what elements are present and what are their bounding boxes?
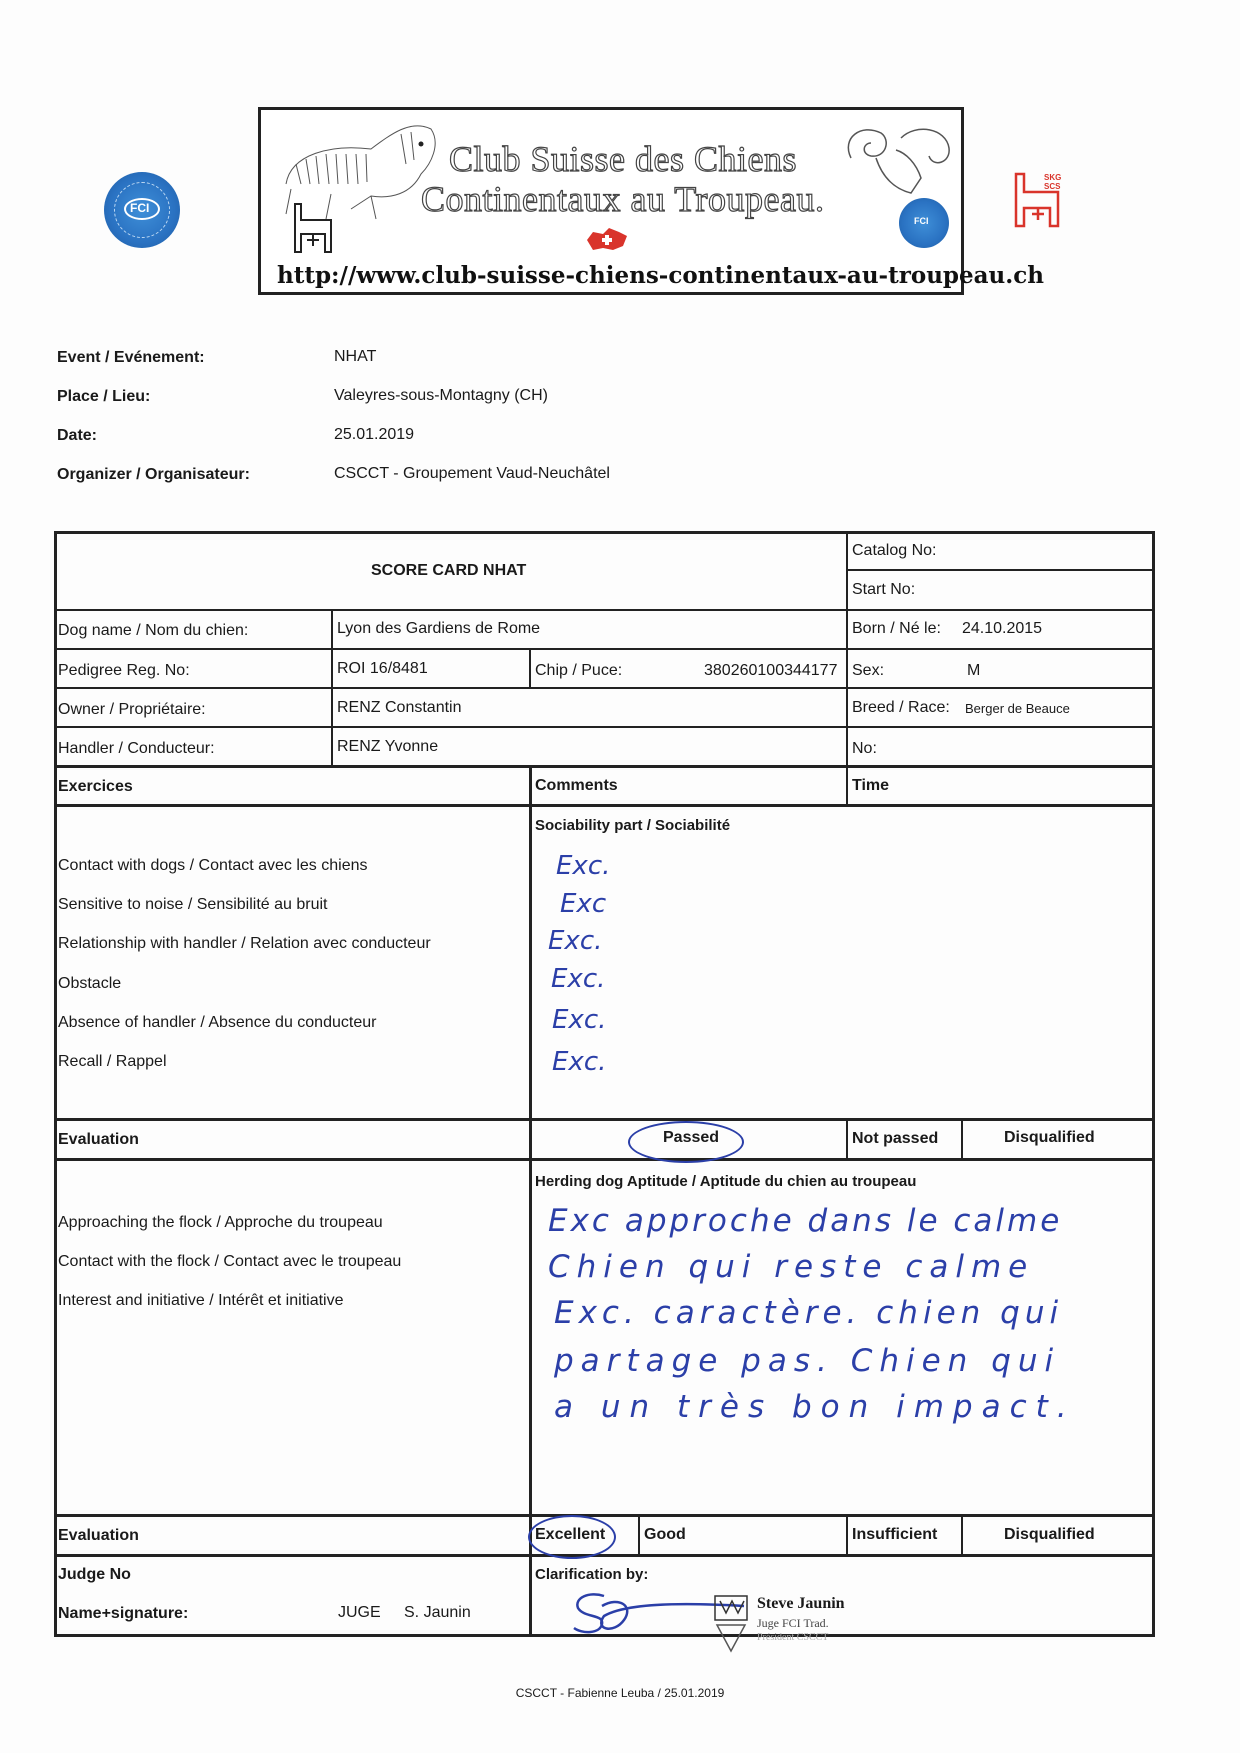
disqualified-option-1: Disqualified [1004, 1129, 1095, 1146]
insufficient-option: Insufficient [852, 1526, 938, 1543]
organizer-label: Organizer / Organisateur: [57, 466, 250, 483]
handwritten-herding-comment: partage pas. Chien qui [554, 1343, 1061, 1379]
handwritten-comment: Exc [560, 889, 607, 919]
exercices-header: Exercices [58, 778, 133, 795]
juge-value: JUGE [338, 1604, 381, 1621]
not-passed-option: Not passed [852, 1130, 939, 1147]
date-value: 25.01.2019 [334, 426, 415, 443]
sex-label: Sex: [852, 662, 885, 679]
score-card-title: SCORE CARD NHAT [371, 562, 527, 579]
herding-item: Interest and initiative / Intérêt et initiative [58, 1292, 344, 1309]
ram-illustration [821, 118, 961, 208]
sociability-item: Obstacle [58, 975, 122, 992]
stamp-title: Juge FCI Trad. [757, 1616, 829, 1630]
sociability-item: Contact with dogs / Contact avec les chiens [58, 857, 368, 874]
no-label: No: [852, 740, 877, 757]
fci-logo-text: FCI [130, 201, 150, 215]
handwritten-herding-comment: a un très bon impact. [554, 1389, 1076, 1425]
sociability-item: Relationship with handler / Relation avec conducteur [58, 935, 431, 952]
handwritten-comment: Exc. [551, 964, 606, 994]
handler-value: RENZ Yvonne [337, 738, 439, 755]
stamp-emblem [712, 1593, 750, 1653]
sociability-item: Absence of handler / Absence du conducteur [58, 1014, 377, 1031]
page-footer: CSCCT - Fabienne Leuba / 25.01.2019 [515, 1686, 725, 1700]
start-no-label: Start No: [852, 581, 916, 598]
date-label: Date: [57, 427, 98, 444]
svg-text:SKG: SKG [1044, 173, 1062, 182]
herding-item: Approaching the flock / Approche du troupeau [58, 1214, 383, 1231]
fci-logo-banner [899, 198, 949, 248]
catalog-no-label: Catalog No: [852, 542, 937, 559]
breed-value: Berger de Beauce [965, 701, 1070, 716]
sociability-title: Sociability part / Sociabilité [535, 817, 731, 834]
dog-name-value: Lyon des Gardiens de Rome [337, 620, 541, 637]
club-url: http://www.club-suisse-chiens-continentaux-au-troupeau.ch [277, 262, 1044, 289]
handwritten-herding-comment: Chien qui reste calme [548, 1249, 1035, 1285]
skg-logo-small [291, 202, 341, 254]
handwritten-comment: Exc. [552, 1005, 607, 1035]
evaluation-label-2: Evaluation [58, 1527, 139, 1544]
judge-no-label: Judge No [58, 1566, 131, 1583]
comments-header: Comments [535, 777, 618, 794]
stamp-subtitle: Président CSCCT [757, 1632, 829, 1643]
clarification-label: Clarification by: [535, 1566, 649, 1583]
pedigree-value: ROI 16/8481 [337, 660, 428, 677]
svg-text:SCS: SCS [1044, 182, 1061, 191]
handwritten-comment: Exc. [552, 1047, 607, 1077]
time-header: Time [852, 777, 890, 794]
passed-option: Passed [663, 1129, 720, 1146]
judge-name: S. Jaunin [404, 1604, 471, 1621]
evaluation-label-1: Evaluation [58, 1131, 139, 1148]
good-option: Good [644, 1526, 686, 1543]
score-card [54, 531, 1155, 1643]
excellent-circle-mark [528, 1515, 616, 1559]
disqualified-option-2: Disqualified [1004, 1526, 1095, 1543]
handwritten-herding-comment: Exc. caractère. chien qui [554, 1295, 1064, 1331]
born-value: 24.10.2015 [962, 620, 1043, 637]
passed-circle-mark [628, 1121, 744, 1163]
skg-logo-right [1012, 170, 1074, 230]
club-banner [258, 107, 1044, 295]
dog-name-label: Dog name / Nom du chien: [58, 622, 249, 639]
breed-label: Breed / Race: [852, 699, 950, 716]
club-name-line2: Continentaux au Troupeau. [421, 179, 825, 219]
fci-banner-text: FCI [914, 216, 929, 226]
organizer-value: CSCCT - Groupement Vaud-Neuchâtel [334, 465, 610, 482]
herding-title: Herding dog Aptitude / Aptitude du chien au troupeau [535, 1173, 917, 1190]
owner-label: Owner / Propriétaire: [58, 701, 206, 718]
born-label: Born / Né le: [852, 620, 941, 637]
handwritten-comment: Exc. [548, 926, 603, 956]
stamp-name: Steve Jaunin [757, 1595, 845, 1612]
chip-value: 380260100344177 [704, 662, 838, 679]
herding-item: Contact with the flock / Contact avec le troupeau [58, 1253, 402, 1270]
place-value: Valeyres-sous-Montagny (CH) [334, 387, 548, 404]
pedigree-label: Pedigree Reg. No: [58, 662, 190, 679]
chip-label: Chip / Puce: [535, 662, 623, 679]
club-name-line1: Club Suisse des Chiens [449, 139, 798, 179]
handwritten-comment: Exc. [556, 851, 611, 881]
event-value: NHAT [334, 348, 377, 365]
event-label: Event / Evénement: [57, 349, 205, 366]
sociability-item: Recall / Rappel [58, 1053, 167, 1070]
name-signature-label: Name+signature: [58, 1605, 189, 1622]
fci-logo-left [104, 172, 180, 248]
handler-label: Handler / Conducteur: [58, 740, 215, 757]
excellent-option: Excellent [535, 1526, 606, 1543]
sociability-item: Sensitive to noise / Sensibilité au bruit [58, 896, 328, 913]
sex-value: M [967, 662, 981, 679]
place-label: Place / Lieu: [57, 388, 151, 405]
owner-value: RENZ Constantin [337, 699, 462, 716]
handwritten-herding-comment: Exc approche dans le calme [548, 1203, 1063, 1239]
swiss-map-icon [583, 226, 631, 254]
